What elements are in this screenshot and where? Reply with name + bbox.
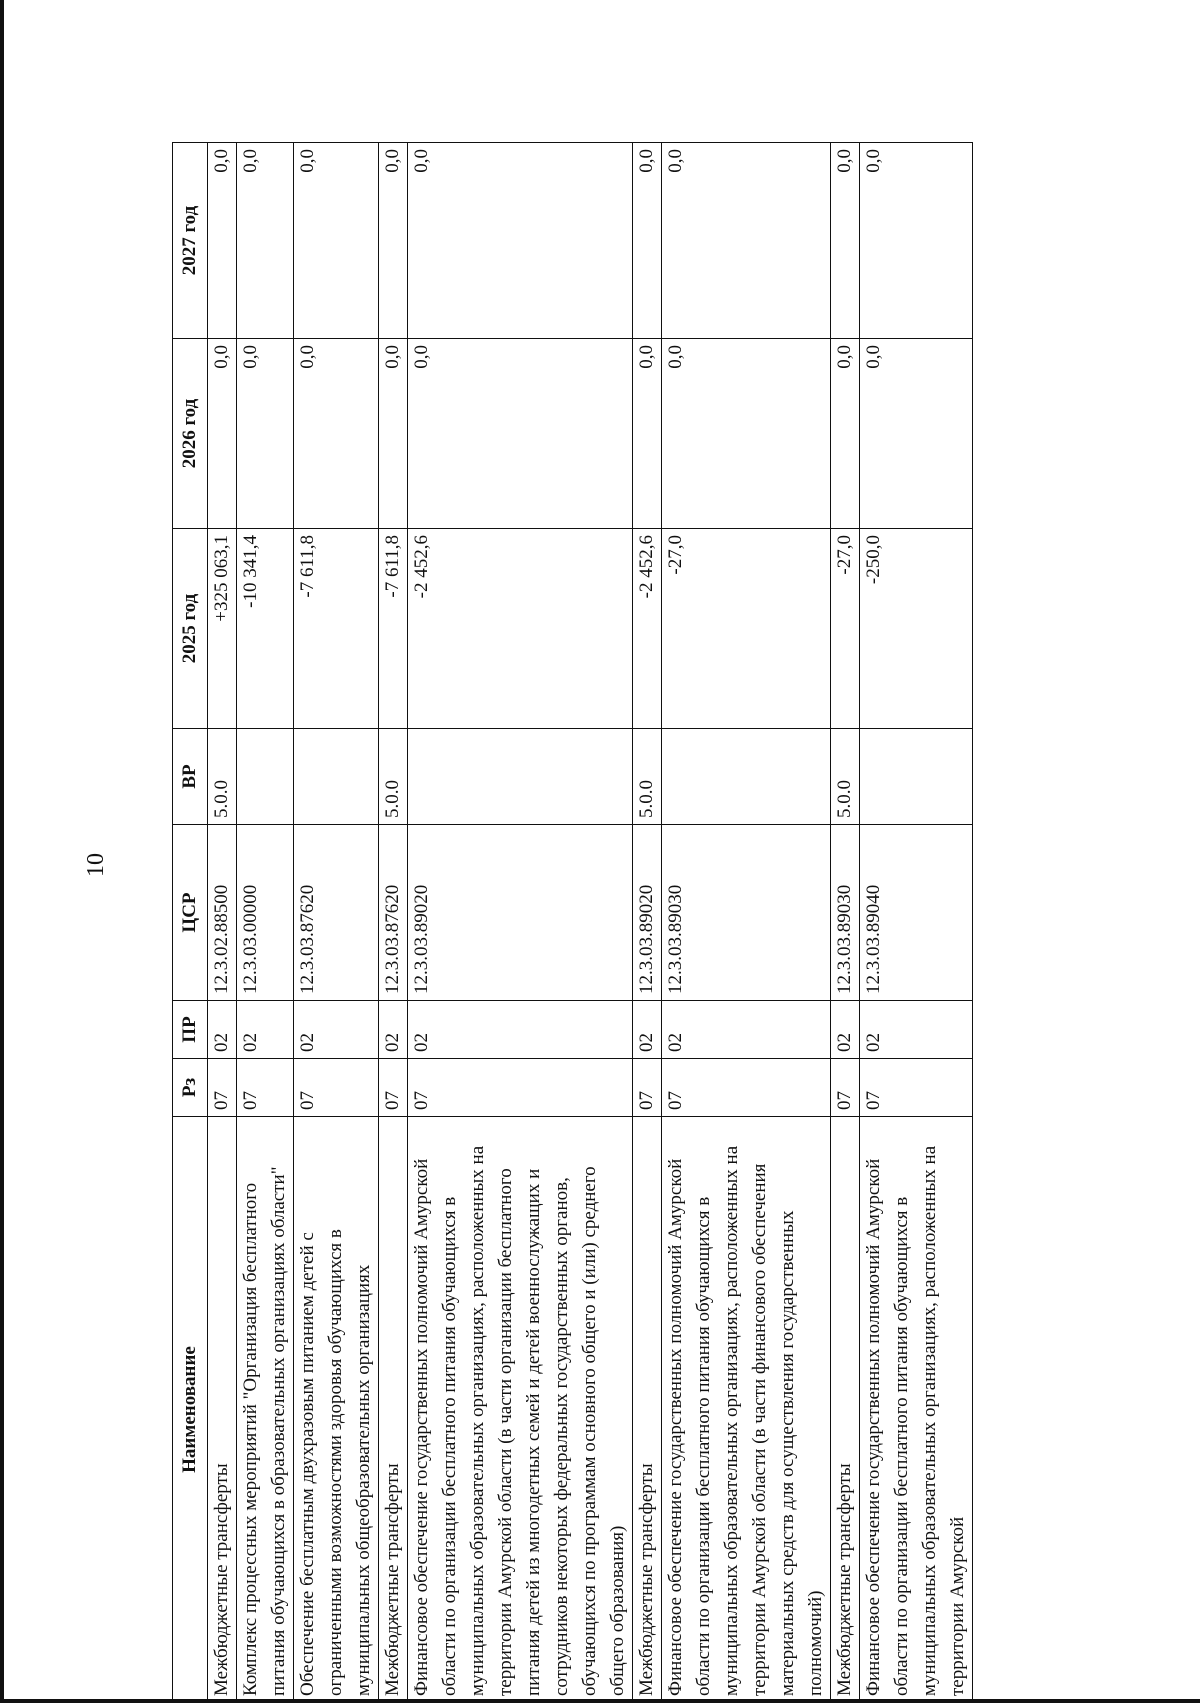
cell-rz: 07 [379,1059,408,1117]
cell-pr: 02 [294,1001,379,1059]
cell-2027: 0,0 [633,143,662,339]
cell-2025: -2 452,6 [633,529,662,729]
cell-name: Межбюджетные трансферты [379,1117,408,1703]
cell-vr: 5.0.0 [633,729,662,825]
cell-pr: 02 [237,1001,294,1059]
cell-vr [294,729,379,825]
cell-pr: 02 [860,1001,973,1059]
cell-name: Межбюджетные трансферты [633,1117,662,1703]
cell-csr: 12.3.03.89020 [408,825,633,1001]
rotated-table-canvas [172,143,1042,1703]
table-row [662,143,831,1703]
table-row [208,143,237,1703]
table-body [208,143,973,1703]
cell-csr: 12.3.02.88500 [208,825,237,1001]
cell-2027: 0,0 [860,143,973,339]
cell-rz: 07 [237,1059,294,1117]
table-row [633,143,662,1703]
cell-name: Комплекс процессных мероприятий "Организация бесплатного питания обучающихся в образовательных организациях области" [237,1117,294,1703]
table-row [831,143,860,1703]
cell-name: Межбюджетные трансферты [831,1117,860,1703]
cell-vr: 5.0.0 [379,729,408,825]
header-vr: ВР [173,729,208,825]
rotated-table-wrapper [172,143,1200,1696]
table-row [379,143,408,1703]
cell-name: Финансовое обеспечение государственных полномочий Амурской области по организации бесплатного питания обучающихся в муниципальных образовательных организациях, расположенных на территории Амурской [860,1117,973,1703]
cell-vr: 5.0.0 [831,729,860,825]
cell-2026: 0,0 [633,339,662,529]
cell-name: Финансовое обеспечение государственных полномочий Амурской области по организации бесплатного питания обучающихся в муниципальных образовательных организациях, расположенных на территории Амурской области (в части финансового обеспечения материальных средств для осуществления государственных полномочий) [662,1117,831,1703]
cell-2027: 0,0 [208,143,237,339]
cell-2025: -7 611,8 [294,529,379,729]
cell-vr [408,729,633,825]
table-row [237,143,294,1703]
cell-2026: 0,0 [662,339,831,529]
budget-table [172,142,973,1703]
cell-rz: 07 [831,1059,860,1117]
cell-2027: 0,0 [831,143,860,339]
cell-2025: -10 341,4 [237,529,294,729]
table-row [294,143,379,1703]
cell-2026: 0,0 [237,339,294,529]
cell-csr: 12.3.03.89030 [662,825,831,1001]
cell-2027: 0,0 [294,143,379,339]
cell-2025: -27,0 [662,529,831,729]
cell-rz: 07 [860,1059,973,1117]
cell-2026: 0,0 [294,339,379,529]
header-2025: 2025 год [173,529,208,729]
cell-pr: 02 [831,1001,860,1059]
cell-2026: 0,0 [408,339,633,529]
table-header-row [173,143,208,1703]
table-row [408,143,633,1703]
cell-rz: 07 [408,1059,633,1117]
header-name: Наименование [173,1117,208,1703]
cell-csr: 12.3.03.87620 [379,825,408,1001]
cell-vr [860,729,973,825]
header-2027: 2027 год [173,143,208,339]
cell-vr [237,729,294,825]
header-2026: 2026 год [173,339,208,529]
cell-csr: 12.3.03.00000 [237,825,294,1001]
cell-rz: 07 [208,1059,237,1117]
cell-rz: 07 [662,1059,831,1117]
cell-csr: 12.3.03.89040 [860,825,973,1001]
header-pr: ПР [173,1001,208,1059]
cell-name: Межбюджетные трансферты [208,1117,237,1703]
cell-2026: 0,0 [860,339,973,529]
cell-csr: 12.3.03.87620 [294,825,379,1001]
cell-2027: 0,0 [662,143,831,339]
cell-vr: 5.0.0 [208,729,237,825]
cell-csr: 12.3.03.89030 [831,825,860,1001]
cell-2026: 0,0 [831,339,860,529]
cell-rz: 07 [633,1059,662,1117]
cell-name: Финансовое обеспечение государственных полномочий Амурской области по организации бесплатного питания обучающихся в муниципальных образовательных организациях, расположенных на территории Амурской области (в части организации бесплатного питания детей из многодетных семей и детей военнослужащих и сотрудников некоторых федеральных государственных органов, обучающихся по программам основного общего и (или) среднего общего образования) [408,1117,633,1703]
cell-pr: 02 [208,1001,237,1059]
page-edge-left [0,0,4,1703]
cell-2025: -2 452,6 [408,529,633,729]
cell-pr: 02 [633,1001,662,1059]
cell-rz: 07 [294,1059,379,1117]
cell-2025: -7 611,8 [379,529,408,729]
cell-2027: 0,0 [408,143,633,339]
cell-2026: 0,0 [208,339,237,529]
cell-2027: 0,0 [379,143,408,339]
cell-2026: 0,0 [379,339,408,529]
cell-pr: 02 [379,1001,408,1059]
header-rz: Рз [173,1059,208,1117]
cell-vr [662,729,831,825]
cell-2025: -250,0 [860,529,973,729]
cell-2027: 0,0 [237,143,294,339]
cell-2025: -27,0 [831,529,860,729]
cell-pr: 02 [408,1001,633,1059]
cell-csr: 12.3.03.89020 [633,825,662,1001]
table-row [860,143,973,1703]
header-csr: ЦСР [173,825,208,1001]
page-number: 10 [83,853,109,877]
cell-pr: 02 [662,1001,831,1059]
cell-2025: +325 063,1 [208,529,237,729]
cell-name: Обеспечение бесплатным двухразовым питанием детей с ограниченными возможностями здоровья обучающихся в муниципальных общеобразовательных организациях [294,1117,379,1703]
